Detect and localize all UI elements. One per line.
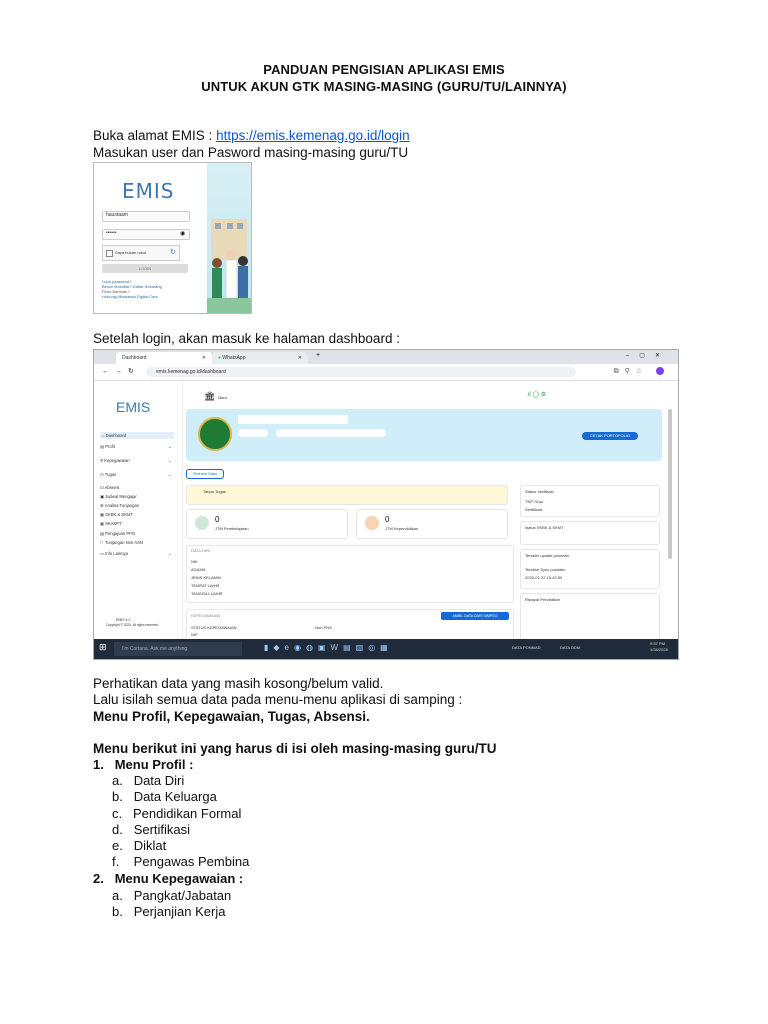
eye-icon[interactable]: ◉: [180, 231, 186, 237]
status-verifikasi-card: Status Verifikasi TMT Guru Sertifikasi: [520, 485, 660, 517]
tray-ponmad: DATA PONMAD: [512, 645, 541, 650]
taskbar-apps-icon[interactable]: ▮◆e◉◍▣W▤▧◎▦: [264, 643, 393, 652]
sidebar-item-dashboard[interactable]: ⌂ Dashboard: [100, 432, 174, 439]
menu1-item: e. Diklat: [112, 838, 167, 853]
sidebar-copyright: Copyright © 2025. All rights reserved.: [106, 623, 159, 627]
jtm-icon: [195, 516, 209, 530]
recaptcha-icon: ↻: [170, 249, 176, 256]
doc-title-line1: PANDUAN PENGISIAN APLIKASI EMIS: [263, 62, 505, 77]
windows-start-icon[interactable]: ⊞: [99, 642, 107, 652]
login-illustration: [207, 163, 251, 313]
password-field[interactable]: ••••••: [102, 229, 190, 240]
tanpa-tugas-alert: Tanpa Tugas: [186, 485, 508, 505]
windows-taskbar: [94, 639, 678, 659]
sidebar-item-ppg[interactable]: ▤ Pengajuan PPG: [100, 531, 136, 536]
register-link[interactable]: Belum terdaftar? Daftar Sekarang: [102, 284, 162, 289]
tray-ddm: DATA DDM: [560, 645, 581, 650]
sidebar-item-profil[interactable]: ▤ Profil ⌄: [100, 444, 172, 449]
note-line-2: Lalu isilah semua data pada menu-menu aplikasi di samping :: [93, 692, 463, 707]
tab-whatsapp[interactable]: ● WhatsApp ✕: [212, 352, 308, 364]
login-instruction: Masukan user dan Pasword masing-masing guru/TU: [93, 145, 409, 160]
menu2-item: b. Perjanjian Kerja: [112, 904, 226, 919]
login-links: [102, 279, 162, 299]
nav-arrows-icon[interactable]: ←→↻: [102, 368, 140, 375]
jtm-pembelajaran-card: 0 JTM Pembelajaran: [186, 509, 348, 539]
sidebar-item-jadwal[interactable]: ▣ Jadwal Mengajar: [100, 494, 137, 499]
note-line-1: Perhatikan data yang masih kosong/belum valid.: [93, 676, 384, 691]
name-field: [238, 415, 348, 424]
menu1-item: f. Pengawas Pembina: [112, 854, 250, 869]
menu1-item: b. Data Keluarga: [112, 789, 217, 804]
sidebar-item-skbk[interactable]: ▦ SKBK & SKMT: [100, 512, 134, 517]
kepegawaian-card: KEPEGAWAIAN AMBIL DATA DARI SIMPEG STATUS KEPEGAWAIAN : Non PNS NIP: [186, 609, 514, 641]
data-diri-card: DATA DIRI NIK AGAMA JENIS KELAMIN TEMPAT LAHIR TANGGAL LAHIR: [186, 545, 514, 603]
institution-icon: 🏛: [204, 391, 216, 401]
sidebar-item-analisa[interactable]: ⚙ Analisa Tunjangan: [100, 503, 140, 508]
captcha-checkbox[interactable]: [106, 250, 113, 257]
browser-actions-icon[interactable]: ⧉⚲☆: [613, 368, 648, 375]
system-clock: 9:57 PM 1/28/2025: [650, 641, 668, 652]
email-chip: [276, 429, 386, 437]
new-tab-icon[interactable]: +: [316, 352, 321, 359]
after-login-text: Setelah login, akan masuk ke halaman dashboard :: [93, 331, 400, 346]
riwayat-pendidikan-card: Riwayat Pendidikan: [520, 593, 660, 641]
browser-tab-bar: [94, 350, 678, 364]
emis-logo: EMIS: [122, 179, 175, 203]
menu1-item: d. Sertifikasi: [112, 822, 191, 837]
emis-login-link[interactable]: https://emis.kemenag.go.id/login: [216, 128, 410, 143]
help-label: Perlu Bantuan?: [102, 289, 130, 294]
note-line-3: Menu Profil, Kepegawaian, Tugas, Absensi.: [93, 709, 370, 724]
sidebar-item-tugas[interactable]: ◷ Tugas ⌄: [100, 472, 172, 477]
profile-banner: [186, 409, 662, 461]
doc-title-line2: UNTUK AKUN GTK MASING-MASING (GURU/TU/LAINNYA): [201, 79, 567, 94]
url-input[interactable]: emis.kemenag.go.id/dashboard: [146, 367, 576, 377]
dashboard-content: [94, 381, 678, 639]
profile-avatar[interactable]: [656, 367, 664, 375]
sidebar-item-skakpt[interactable]: ▦ SKAKPT: [100, 521, 122, 526]
tab-dashboard[interactable]: Dashboard ✕: [116, 352, 212, 364]
menu1-item: c. Pendidikan Formal: [112, 806, 242, 821]
sidebar-item-tunjangan[interactable]: ⚐ Tunjangan Non ASN: [100, 540, 143, 545]
username-field[interactable]: haustaam: [102, 211, 190, 222]
menu2-item: a. Pangkat/Jabatan: [112, 888, 232, 903]
digital-care-link[interactable]: Hubungi Madrasah Digital Care: [102, 294, 158, 299]
sidebar-emis-logo: EMIS: [116, 399, 151, 415]
section-heading: Menu berikut ini yang harus di isi oleh masing-masing guru/TU: [93, 741, 497, 756]
kemenag-logo-icon: [198, 417, 232, 451]
window-controls[interactable]: –▢✕: [625, 353, 670, 359]
sidebar: [94, 381, 183, 639]
whatsapp-icon: ●: [218, 355, 222, 361]
status-skbk-card: status SKBK & SKMT: [520, 521, 660, 545]
scrollbar[interactable]: [668, 409, 672, 559]
role-label: Guru: [218, 395, 227, 400]
menu1-heading: 1. Menu Profil :: [93, 757, 194, 772]
cortana-search[interactable]: I'm Cortana. Ask me anything.: [114, 642, 242, 656]
captcha-box[interactable]: [102, 245, 180, 261]
sidebar-footer: EMIS 4.0: [116, 618, 131, 622]
dashboard-screenshot: [93, 349, 679, 660]
login-screenshot: [93, 162, 252, 314]
sidebar-item-absensi[interactable]: ⊡ Absensi: [100, 485, 120, 490]
captcha-label: Saya bukan robot: [115, 250, 147, 255]
sidebar-item-info[interactable]: ▭ Info Lainnya ⌄: [100, 551, 172, 556]
sidebar-item-kepegawaian[interactable]: ⚲ Kepegawaian ⌄: [100, 458, 172, 463]
cetak-portofolio-button[interactable]: CETAK PORTOFOLIO: [582, 432, 638, 440]
id-chip: [238, 429, 268, 437]
main-panel: [186, 387, 672, 639]
ambil-data-simpeg-button[interactable]: AMBIL DATA DARI SIMPEG: [441, 612, 509, 620]
jtm-kependidikan-card: 0 JTM Kependidikan: [356, 509, 508, 539]
login-button[interactable]: LOGIN: [102, 264, 188, 273]
forgot-password-link[interactable]: Lupa password?: [102, 279, 132, 284]
signal-icon: .ıl ◯ ⚙: [526, 392, 547, 398]
open-address-line: [93, 128, 410, 143]
jtm-kep-icon: [365, 516, 379, 530]
refresh-data-button[interactable]: Refresh Data: [186, 469, 224, 479]
pusdatin-card: Terakhir update pusdatin Terakhir Sync pusdatin 2025-01-22 15:43:50: [520, 549, 660, 589]
people-illustration-icon: [207, 163, 251, 313]
open-label: Buka alamat EMIS :: [93, 128, 217, 143]
menu1-item: a. Data Diri: [112, 773, 185, 788]
menu2-heading: 2. Menu Kepegawaian :: [93, 871, 244, 886]
address-bar: [94, 364, 678, 381]
